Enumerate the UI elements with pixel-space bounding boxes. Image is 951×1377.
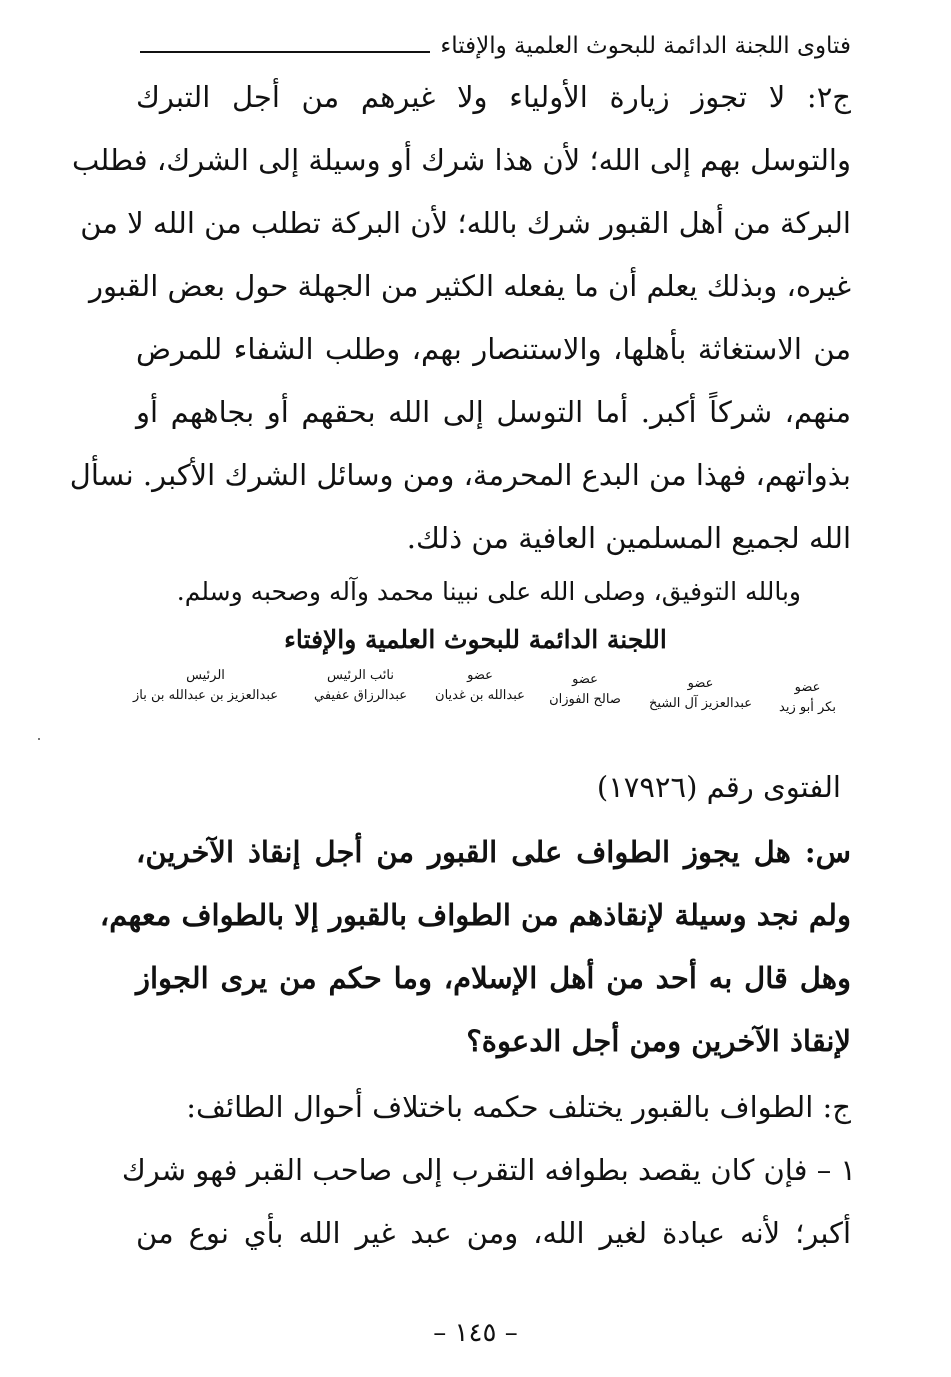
scan-speck [38, 738, 40, 740]
fatwa-number: الفتوى رقم (١٧٩٢٦) [596, 770, 841, 804]
answer-line-2: ١ – فإن كان يقصد بطوافه التقرب إلى صاحب القبر فهو شرك [121, 1153, 856, 1187]
signatory-role: عضو [572, 672, 598, 687]
answer2-line-1: ج٢: لا تجوز زيارة الأولياء ولا غيرهم من أجل التبرك [136, 80, 851, 114]
answer2-line-6: منهم، شركاً أكبر. أما التوسل إلى الله بحقهم أو بجاههم أو [136, 395, 851, 429]
answer2-line-3: البركة من أهل القبور شرك بالله؛ لأن البركة تطلب من الله لا من [80, 206, 851, 240]
closing-blessing: وبالله التوفيق، وصلى الله على نبينا محمد وآله وصحبه وسلم. [176, 577, 801, 606]
question-line-1: س: هل يجوز الطواف على القبور من أجل إنقاذ الآخرين، [136, 835, 851, 869]
signatory-president [118, 668, 293, 703]
signatory-name: عبدالعزيز آل الشيخ [648, 696, 753, 711]
answer2-line-4: غيره، وبذلك يعلم أن ما يفعله الكثير من الجهلة حول بعض القبور [88, 269, 851, 303]
page-number: – ١٤٥ – [433, 1318, 518, 1348]
signatory-vice-president [303, 668, 418, 703]
header-title: فتاوى اللجنة الدائمة للبحوث العلمية والإفتاء [440, 33, 851, 59]
question-line-3: وهل قال به أحد من أهل الإسلام، وما حكم من يرى الجواز [136, 961, 852, 995]
answer2-line-8: الله لجميع المسلمين العافية من ذلك. [406, 521, 851, 555]
signatory-role: عضو [687, 676, 714, 691]
answer-line-1: ج: الطواف بالقبور يختلف حكمه باختلاف أحوال الطائف: [186, 1090, 851, 1124]
running-header [140, 18, 851, 58]
signatory-name: عبدالله بن غديان [435, 688, 525, 703]
signatory-role: عضو [467, 668, 493, 683]
signatory-role: نائب الرئيس [327, 668, 394, 683]
signatory-member-abuzaid [770, 680, 845, 715]
answer-line-3: أكبر؛ لأنه عبادة لغير الله، ومن عبد غير الله بأي نوع من [136, 1216, 851, 1250]
signatory-role: عضو [794, 680, 821, 695]
signatory-name: صالح الفوزان [549, 692, 621, 707]
committee-name: اللجنة الدائمة للبحوث العلمية والإفتاء [284, 625, 667, 654]
answer2-line-5: من الاستغاثة بأهلها، والاستنصار بهم، وطلب الشفاء للمرض [136, 332, 851, 366]
signatory-name: عبدالرزاق عفيفي [313, 688, 408, 703]
signatory-member-fawzan [540, 672, 630, 707]
header-rule [140, 51, 430, 53]
signatory-member-alshaikh [633, 676, 768, 711]
question-line-2: ولم نجد وسيلة لإنقاذهم من الطواف بالقبور إلا بالطواف معهم، [99, 898, 851, 932]
question-line-4: لإنقاذ الآخرين ومن أجل الدعوة؟ [466, 1024, 851, 1058]
signatory-role: الرئيس [186, 668, 225, 683]
signatory-name: بكر أبو زيد [779, 700, 836, 715]
signatory-name: عبدالعزيز بن عبدالله بن باز [132, 688, 279, 703]
answer2-line-7: بذواتهم، فهذا من البدع المحرمة، ومن وسائل الشرك الأكبر. نسأل [69, 458, 851, 492]
answer2-line-2: والتوسل بهم إلى الله؛ لأن هذا شرك أو وسيلة إلى الشرك، فطلب [71, 143, 851, 177]
signatory-member-ghudayan [425, 668, 535, 703]
